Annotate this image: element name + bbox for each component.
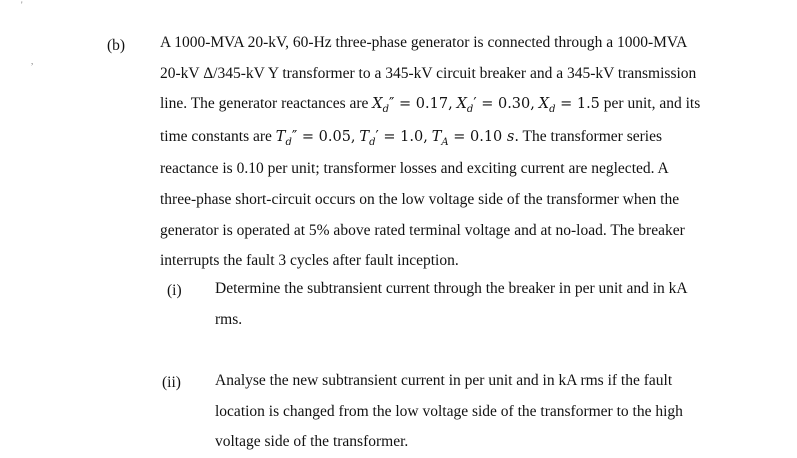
margin-tick: , (31, 56, 34, 66)
part-i-line-1: Determine the subtransient current through the breaker in per unit and in kA (215, 280, 688, 297)
xd-synchronous: $X_d = 1.5$ (538, 96, 600, 116)
td-subtransient: $T_d'' = 0.05$, (275, 128, 356, 148)
question-line-7: generator is operated at 5% above rated terminal voltage and at no-load. The breaker (160, 221, 685, 239)
question-paragraph (160, 28, 777, 277)
ta-armature: $T_A = 0.10$ s. (431, 128, 519, 148)
reactance-tail: per unit, and its (599, 95, 701, 113)
question-line-4 (160, 122, 777, 155)
part-ii-label: (ii) (162, 374, 181, 391)
part-i-text (215, 274, 777, 335)
margin-tick-top: ' (21, 0, 23, 10)
time-constant-intro: time constants are (160, 127, 272, 145)
part-ii-text (215, 366, 777, 458)
xd-transient: $X_d' = 0.30$, (456, 96, 535, 116)
question-line-2: 20-kV Δ/345-kV Y transformer to a 345-kV circuit breaker and a 345-kV transmission (160, 64, 697, 82)
reactance-intro: line. The generator reactances are (160, 95, 369, 113)
part-ii-line-2: location is changed from the low voltage side of the transformer to the high (215, 402, 683, 420)
time-constant-tail: The transformer series (518, 127, 662, 145)
part-ii-line-3: voltage side of the transformer. (215, 433, 409, 451)
question-line-1: A 1000-MVA 20-kV, 60-Hz three-phase generator is connected through a 1000-MVA (160, 34, 688, 51)
td-transient: $T_d' = 1.0$, (359, 128, 428, 148)
question-line-6: three-phase short-circuit occurs on the low voltage side of the transformer when the (160, 190, 680, 208)
question-line-5: reactance is 0.10 per unit; transformer losses and exciting current are neglected. A (160, 160, 669, 178)
xd-subtransient: $X_d'' = 0.17$, (372, 96, 453, 116)
part-i-line-2: rms. (215, 310, 243, 328)
question-line-3 (160, 89, 777, 122)
part-ii-line-1: Analyse the new subtransient current in per unit and in kA rms if the fault (215, 372, 673, 389)
question-label: (b) (107, 37, 126, 54)
part-i-label: (i) (167, 282, 182, 299)
question-line-8: interrupts the fault 3 cycles after fault inception. (160, 252, 459, 270)
